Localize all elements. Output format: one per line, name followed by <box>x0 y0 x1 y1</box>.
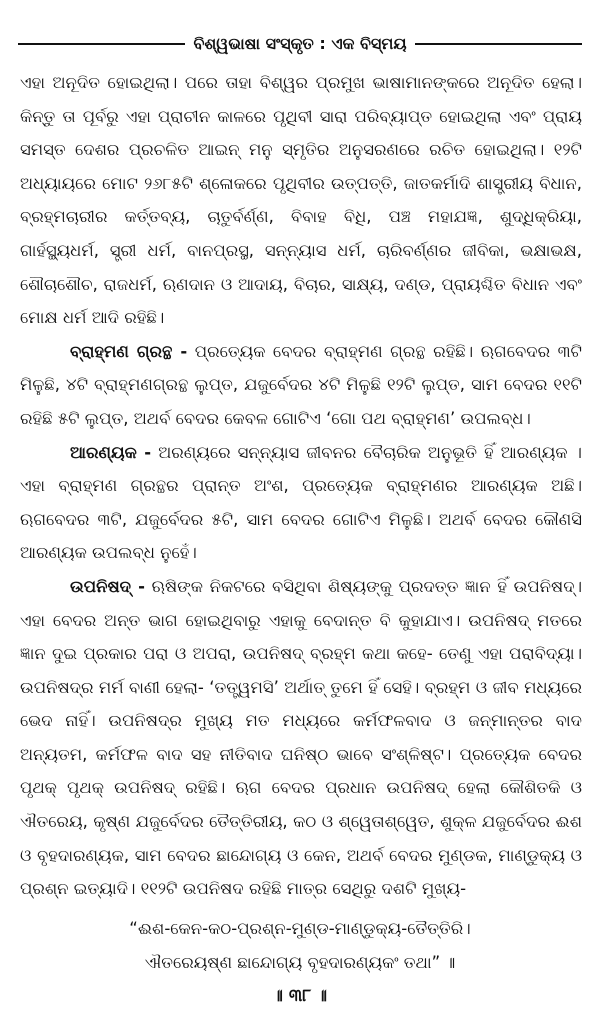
paragraph-aranyaka <box>20 436 582 570</box>
term-aranyaka: ଆରଣ୍ୟକ - <box>70 442 152 462</box>
term-brahmana: ବ୍ରାହ୍ମଣ ଗ୍ରନ୍ଥ - <box>70 341 188 361</box>
paragraph-manusmriti: ଏହା ଅନୂଦିତ ହୋଇଥିଲା। ପରେ ତାହା ବିଶ୍ୱର ପ୍ରମୁଖ ଭାଷାମାନଙ୍କରେ ଅନୂଦିତ ହେଲା। କିନ୍ତୁ ତା ପୂର୍ବରୁ ଏହା ପ୍ରାଚୀନ କାଳରେ ପୃଥିବୀ ସାରା ପରିବ୍ୟାପ୍ତ ହୋଇଥିଲା ଏବଂ ପ୍ରାୟ ସମସ୍ତ ଦେଶର ପ୍ରଚଳିତ ଆଇନ୍ ମନୁ ସ୍ମୃତିର ଅନୁସରଣରେ ରଚିତ ହୋଇଥିଲା। ୧୨ଟି ଅଧ୍ୟାୟରେ ମୋଟ ୨୬୮୫ଟି ଶ୍ଳୋକରେ ପୃଥିବୀର ଉତ୍ପତ୍ତି, ଜାତକର୍ମାଦି ଶାସ୍ତ୍ରୀୟ ବିଧାନ, ବ୍ରହ୍ମଚାରୀର କର୍ତ୍ତବ୍ୟ, ଚାତୁର୍ବର୍ଣ୍ଣ, ବିବାହ ବିଧି, ପଞ୍ଚ ମହାଯଜ୍ଞ, ଶୁଦ୍ଧିକ୍ରିୟା, ଗାର୍ହସ୍ଥ୍ୟଧର୍ମ, ସ୍ତ୍ରୀ ଧର୍ମ, ବାନପ୍ରସ୍ଥ, ସନ୍ନ୍ୟାସ ଧର୍ମ, ଚାରିବର୍ଣ୍ଣର ଜୀବିକା, ଭକ୍ଷାଭକ୍ଷ, ଶୌଚାଶୌଚ, ରାଜଧର୍ମ, ଋଣଦାନ ଓ ଆଦାୟ, ବିଚାର, ସାକ୍ଷ୍ୟ, ଦଣ୍ଡ, ପ୍ରାୟଶ୍ଚିତ ବିଧାନ ଏବଂ ମୋକ୍ଷ ଧର୍ମ ଆଦି ରହିଛି। <box>20 73 582 328</box>
paragraph-upanishad <box>20 570 582 906</box>
verse-line-1: “ଈଶ-କେନ-କଠ-ପ୍ରଶ୍ନ-ମୁଣ୍ଡ-ମାଣ୍ଡୁକ୍ୟ-ତୈତ୍ତିରି। <box>129 919 471 938</box>
paragraph-aranyaka-text: ଅରଣ୍ୟରେ ସନ୍ନ୍ୟାସ ଜୀବନର ବୈଚାରିକ ଅନୁଭୂତି ହିଁ ଆରଣ୍ୟକ । ଏହା ବ୍ରାହ୍ମଣ ଗ୍ରନ୍ଥର ପ୍ରାନ୍ତ ଅଂଶ, ପ୍ରତ୍ୟେକ ବ୍ରାହ୍ମଣର ଆରଣ୍ୟକ ଅଛି। ଋଗବେଦର ୩ଟି, ଯଜୁର୍ବେଦର ୫ଟି, ସାମ ବେଦର ଗୋଟିଏ ମିଳୁଛି। ଅଥର୍ବ ବେଦର କୌଣସି ଆରଣ୍ୟକ ଉପଲବ୍ଧ ନୁହେଁ। <box>20 442 582 563</box>
header-title: ବିଶ୍ୱଭାଷା ସଂସ୍କୃତ : ଏକ ବିସ୍ମୟ <box>193 34 407 53</box>
paragraph-brahmana <box>20 335 582 436</box>
running-header <box>18 30 582 58</box>
verse-line-2: ଐତରେୟଷ୍ଣ ଛାନ୍ଦୋଗ୍ୟ ବୃହଦାରଣ୍ୟକଂ ତଥା” ॥ <box>144 953 456 972</box>
page-number: ॥ ୩୮ ॥ <box>272 986 328 1006</box>
header-rule-right <box>415 43 582 45</box>
body-text <box>20 66 582 906</box>
paragraph-brahmana-text: ପ୍ରତ୍ୟେକ ବେଦର ବ୍ରାହ୍ମଣ ଗ୍ରନ୍ଥ ରହିଛି। ଋଗବେଦର ୩ଟି ମିଳୁଛି, ୪ଟି ବ୍ରାହ୍ମଣଗ୍ରନ୍ଥ ଲୁପ୍ତ, ଯଜୁର୍ବେଦର ୪ଟି ମିଳୁଛି ୧୨ଟି ଲୁପ୍ତ, ସାମ ବେଦର ୧୧ଟି ରହିଛି ୫ଟି ଲୁପ୍ତ, ଅଥର୍ବ ବେଦର କେବଳ ଗୋଟିଏ ‘ଗୋ ପଥ ବ୍ରାହ୍ମଣ’ ଉପଲବ୍ଧ। <box>20 341 582 428</box>
term-upanishad: ଉପନିଷଦ୍ - <box>70 576 145 596</box>
header-rule-left <box>18 43 185 45</box>
paragraph-upanishad-text: ଋଷିଙ୍କ ନିକଟରେ ବସିଥିବା ଶିଷ୍ୟଙ୍କୁ ପ୍ରଦତ୍ତ ଜ୍ଞାନ ହିଁ ଉପନିଷଦ୍। ଏହା ବେଦର ଅନ୍ତ ଭାଗ ହୋଇଥିବାରୁ ଏହାକୁ ବେଦାନ୍ତ ବି କୁହାଯାଏ। ଉପନିଷଦ୍ ମତରେ ଜ୍ଞାନ ଦୁଇ ପ୍ରକାର ପରା ଓ ଅପରା, ଉପନିଷଦ୍ ବ୍ରହ୍ମ କଥା କହେ- ତେଣୁ ଏହା ପରାବିଦ୍ୟା। ଉପନିଷଦ୍‌ର ମର୍ମ ବାଣୀ ହେଲା- ‘ତତ୍ତ୍ୱମସି’ ଅର୍ଥାତ୍ ତୁମେ ହିଁ ସେହି। ବ୍ରହ୍ମ ଓ ଜୀବ ମଧ୍ୟରେ ଭେଦ ନାହିଁ। ଉପନିଷଦ୍‌ର ମୁଖ୍ୟ ମତ ମଧ୍ୟରେ କର୍ମଫଳବାଦ ଓ ଜନ୍ମାନ୍ତର ବାଦ ଅନ୍ୟତମ, କର୍ମଫଳ ବାଦ ସହ ନୀତିବାଦ ଘନିଷ୍ଠ ଭାବେ ସଂଶ୍ଳିଷ୍ଟ। ପ୍ରତ୍ୟେକ ବେଦର ପୃଥକ୍ ପୃଥକ୍ ଉପନିଷଦ୍ ରହିଛି। ଋଗ ବେଦର ପ୍ରଧାନ ଉପନିଷଦ୍ ହେଲା କୌଶିତକି ଓ ଐତରେୟ, କୃଷ୍ଣ ଯଜୁର୍ବେଦର ତୈତ୍ତିରୀୟ, କଠ ଓ ଶ୍ୱେତାଶ୍ୱେତ, ଶୁକ୍ଳ ଯଜୁର୍ବେଦର ଈଶ ଓ ବୃହଦାରଣ୍ୟକ, ସାମ ବେଦର ଛାନ୍ଦୋଗ୍ୟ ଓ କେନ, ଅଥର୍ବ ବେଦର ମୁଣ୍ଡକ, ମାଣ୍ଡୁକ୍ୟ ଓ ପ୍ରଶ୍ନ ଇତ୍ୟାଦି। ୧୧୨ଟି ଉପନିଷଦ ରହିଛି ମାତ୍ର ସେଥିରୁ ଦଶଟି ମୁଖ୍ୟ- <box>20 576 582 899</box>
